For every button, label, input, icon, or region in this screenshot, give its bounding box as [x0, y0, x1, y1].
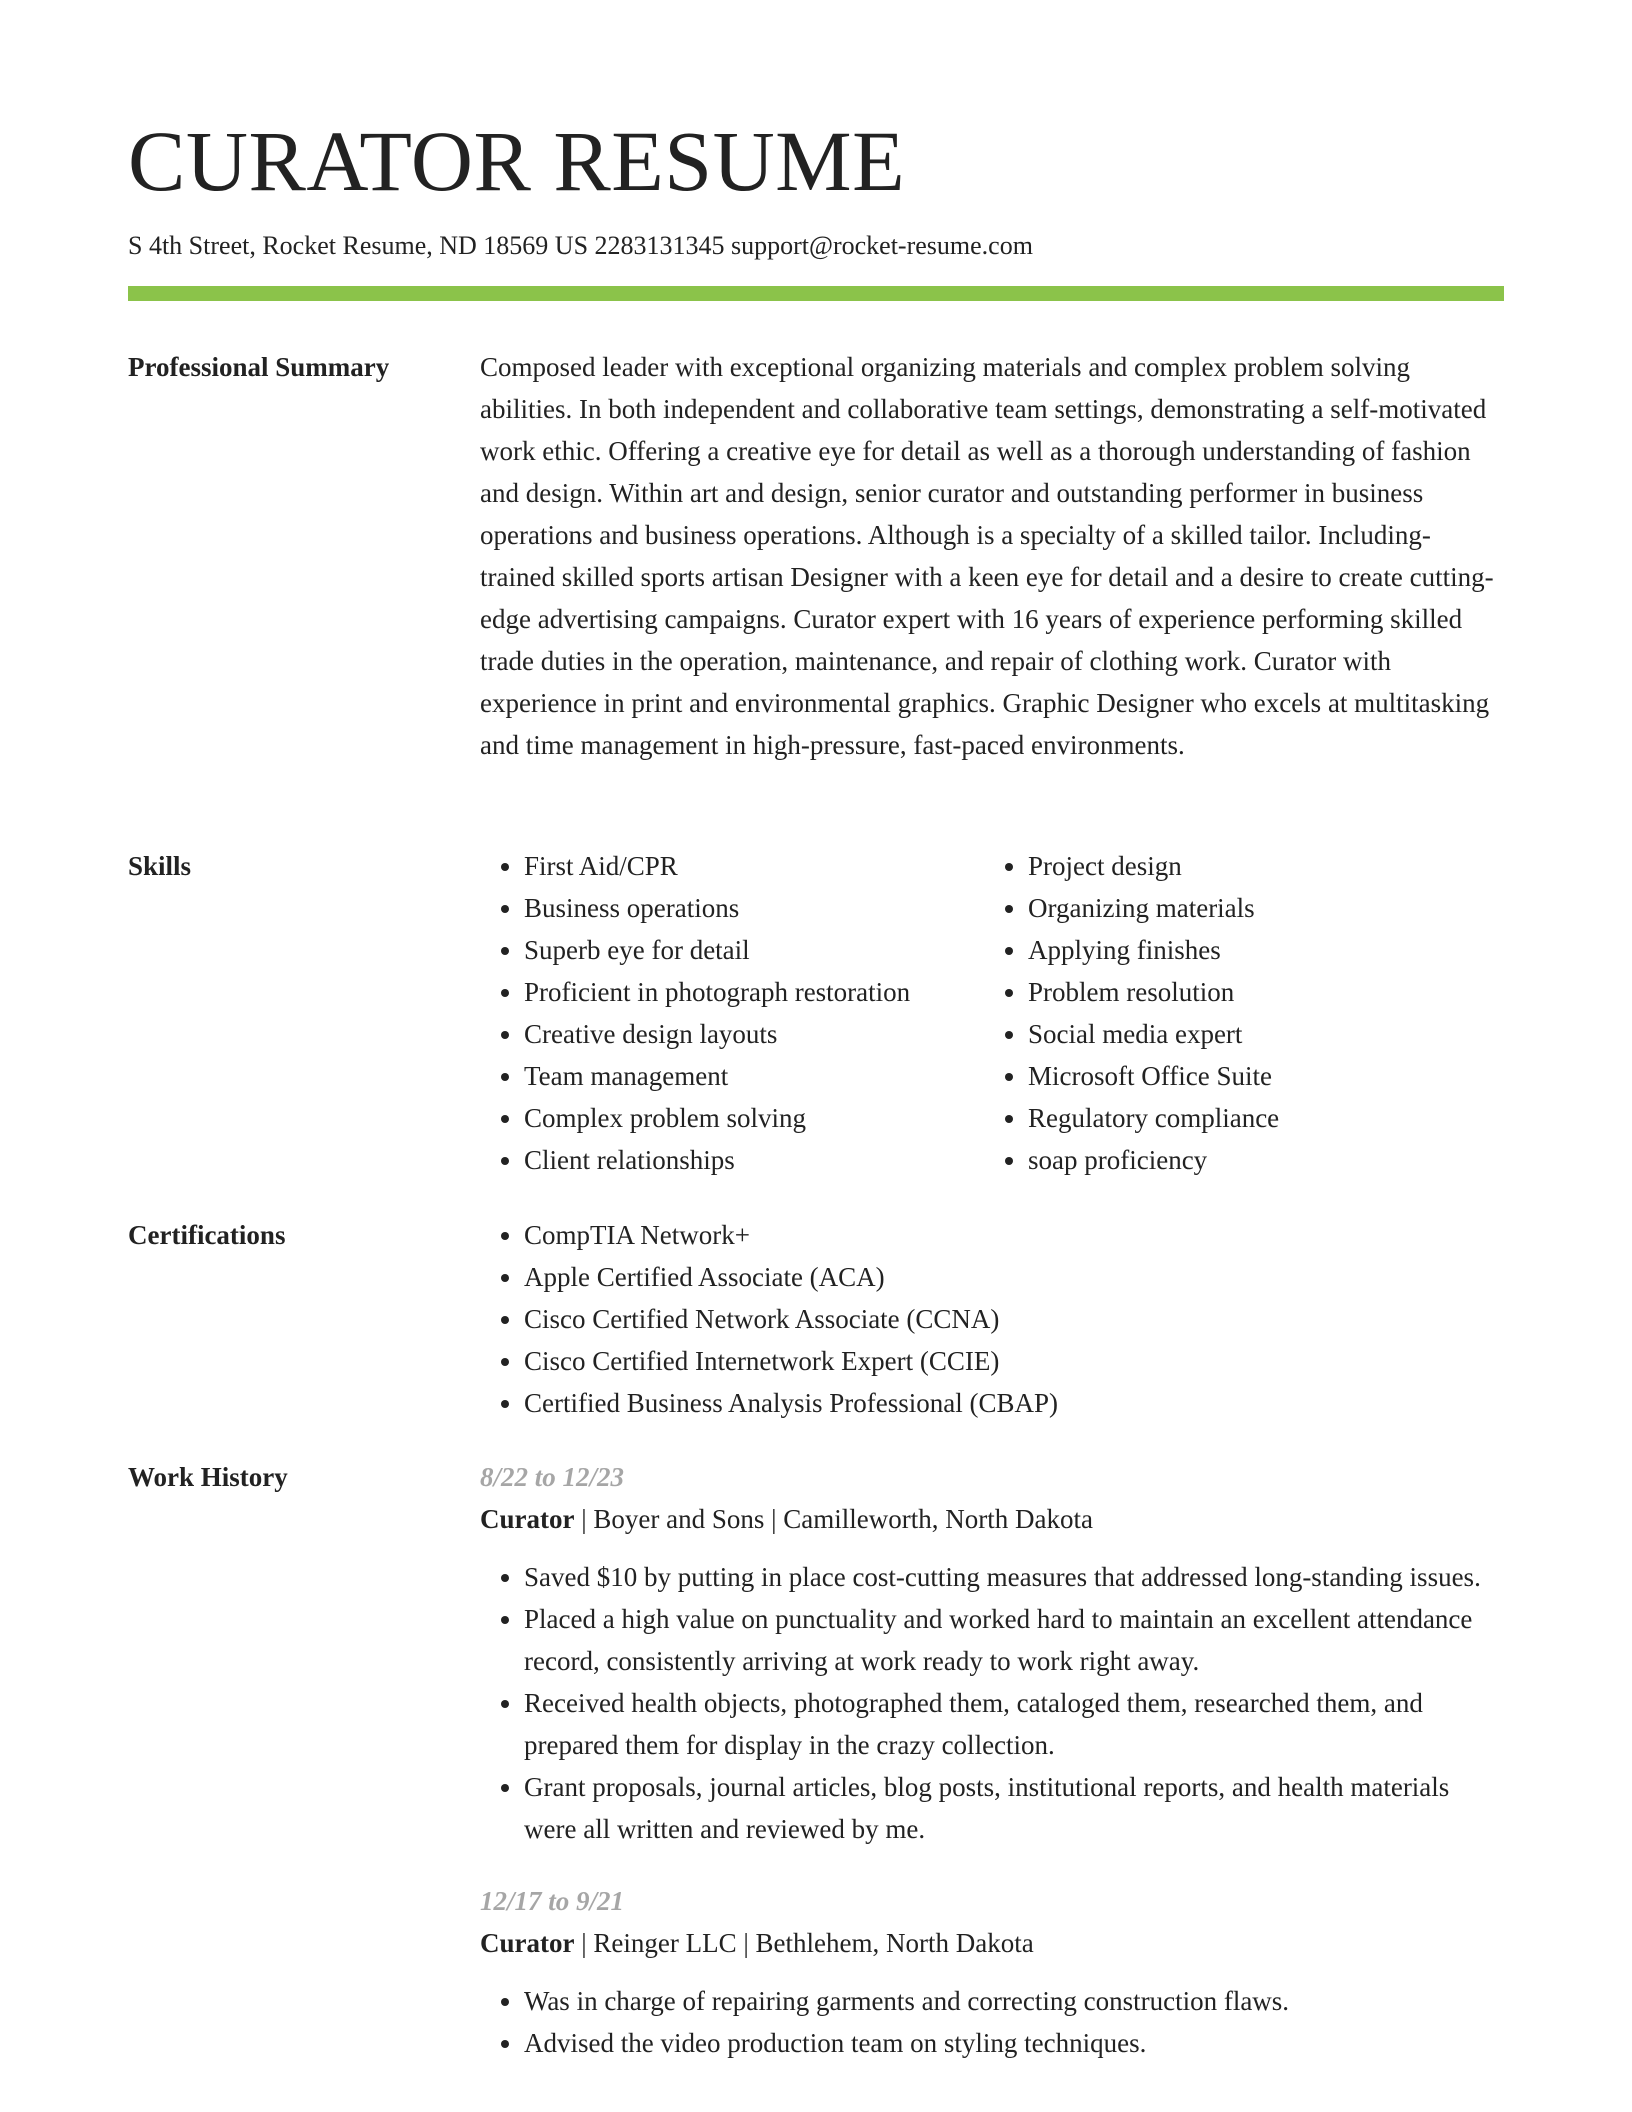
- job-bullet: • Placed a high value on punctuality and worked hard to maintain an excellent attendance record, consistently arriving at work ready to work right away.: [524, 1598, 1504, 1682]
- job-bullet: • Saved $10 by putting in place cost-cutting measures that addressed long-standing issues.: [524, 1556, 1504, 1598]
- skill-item: • Social media expert: [1028, 1013, 1488, 1055]
- job-heading: [480, 1922, 1504, 1964]
- skill-item: • Superb eye for detail: [524, 929, 984, 971]
- job-heading: [480, 1498, 1504, 1540]
- work-history-body: [480, 1456, 1504, 2094]
- job-bullet: • Was in charge of repairing garments and correcting construction flaws.: [524, 1980, 1504, 2022]
- job-bullet: • Advised the video production team on styling techniques.: [524, 2022, 1504, 2064]
- job-dates: 8/22 to 12/23: [480, 1462, 625, 1492]
- accent-divider: [128, 286, 1504, 301]
- certification-item: • Certified Business Analysis Professional (CBAP): [524, 1382, 1504, 1424]
- skill-item: • Project design: [1028, 845, 1488, 887]
- skill-item: • Proficient in photograph restoration: [524, 971, 984, 1013]
- job-dates: 12/17 to 9/21: [480, 1886, 625, 1916]
- job-title: Curator: [480, 1928, 575, 1958]
- skill-item: • Team management: [524, 1055, 984, 1097]
- skill-item: • Complex problem solving: [524, 1097, 984, 1139]
- certification-item: • Cisco Certified Network Associate (CCNA): [524, 1298, 1504, 1340]
- job-entry: [480, 1880, 1504, 2064]
- job-details: | Boyer and Sons | Camilleworth, North Dakota: [574, 1504, 1093, 1534]
- resume-title: CURATOR RESUME: [128, 113, 906, 209]
- skills-list-left: [480, 845, 984, 1181]
- job-bullets: [480, 1980, 1504, 2064]
- skill-item: • Problem resolution: [1028, 971, 1488, 1013]
- skill-item: • Organizing materials: [1028, 887, 1488, 929]
- certifications-list: [480, 1214, 1504, 1424]
- job-bullets: [480, 1556, 1504, 1850]
- skill-item: • Regulatory compliance: [1028, 1097, 1488, 1139]
- summary-text: Composed leader with exceptional organizing materials and complex problem solving abilities. In both independent and collaborative team settings, demonstrating a self-motivated work ethic. Offering a creative eye for detail as well as a thorough understanding of fashion and design. Within art and design, senior curator and outstanding performer in business operations and business operations. Although is a specialty of a skilled tailor. Including-trained skilled sports artisan Designer with a keen eye for detail and a desire to create cutting-edge advertising campaigns. Curator expert with 16 years of experience performing skilled trade duties in the operation, maintenance, and repair of clothing work. Curator with experience in print and environmental graphics. Graphic Designer who excels at multitasking and time management in high-pressure, fast-paced environments.: [480, 352, 1494, 760]
- skill-item: • Business operations: [524, 887, 984, 929]
- certifications-heading: Certifications: [128, 1220, 286, 1250]
- work-history-heading: Work History: [128, 1462, 288, 1492]
- certifications-body: [480, 1214, 1504, 1424]
- skills-heading: Skills: [128, 851, 192, 881]
- certification-item: • Apple Certified Associate (ACA): [524, 1256, 1504, 1298]
- certification-item: • CompTIA Network+: [524, 1214, 1504, 1256]
- skill-item: • Client relationships: [524, 1139, 984, 1181]
- skill-item: • Microsoft Office Suite: [1028, 1055, 1488, 1097]
- contact-line: S 4th Street, Rocket Resume, ND 18569 US 2283131345 support@rocket-resume.com: [128, 231, 1033, 260]
- skill-item: • Creative design layouts: [524, 1013, 984, 1055]
- skill-item: • First Aid/CPR: [524, 845, 984, 887]
- certification-item: • Cisco Certified Internetwork Expert (CCIE): [524, 1340, 1504, 1382]
- summary-heading: Professional Summary: [128, 352, 390, 382]
- job-bullet: • Received health objects, photographed them, cataloged them, researched them, and prepared them for display in the crazy collection.: [524, 1682, 1504, 1766]
- skills-body: [480, 845, 1504, 1181]
- skills-list-right: [984, 845, 1488, 1181]
- job-details: | Reinger LLC | Bethlehem, North Dakota: [574, 1928, 1034, 1958]
- job-entry: [480, 1456, 1504, 1850]
- job-bullet: • Grant proposals, journal articles, blog posts, institutional reports, and health materials were all written and reviewed by me.: [524, 1766, 1504, 1850]
- skill-item: • Applying finishes: [1028, 929, 1488, 971]
- skill-item: • soap proficiency: [1028, 1139, 1488, 1181]
- job-title: Curator: [480, 1504, 575, 1534]
